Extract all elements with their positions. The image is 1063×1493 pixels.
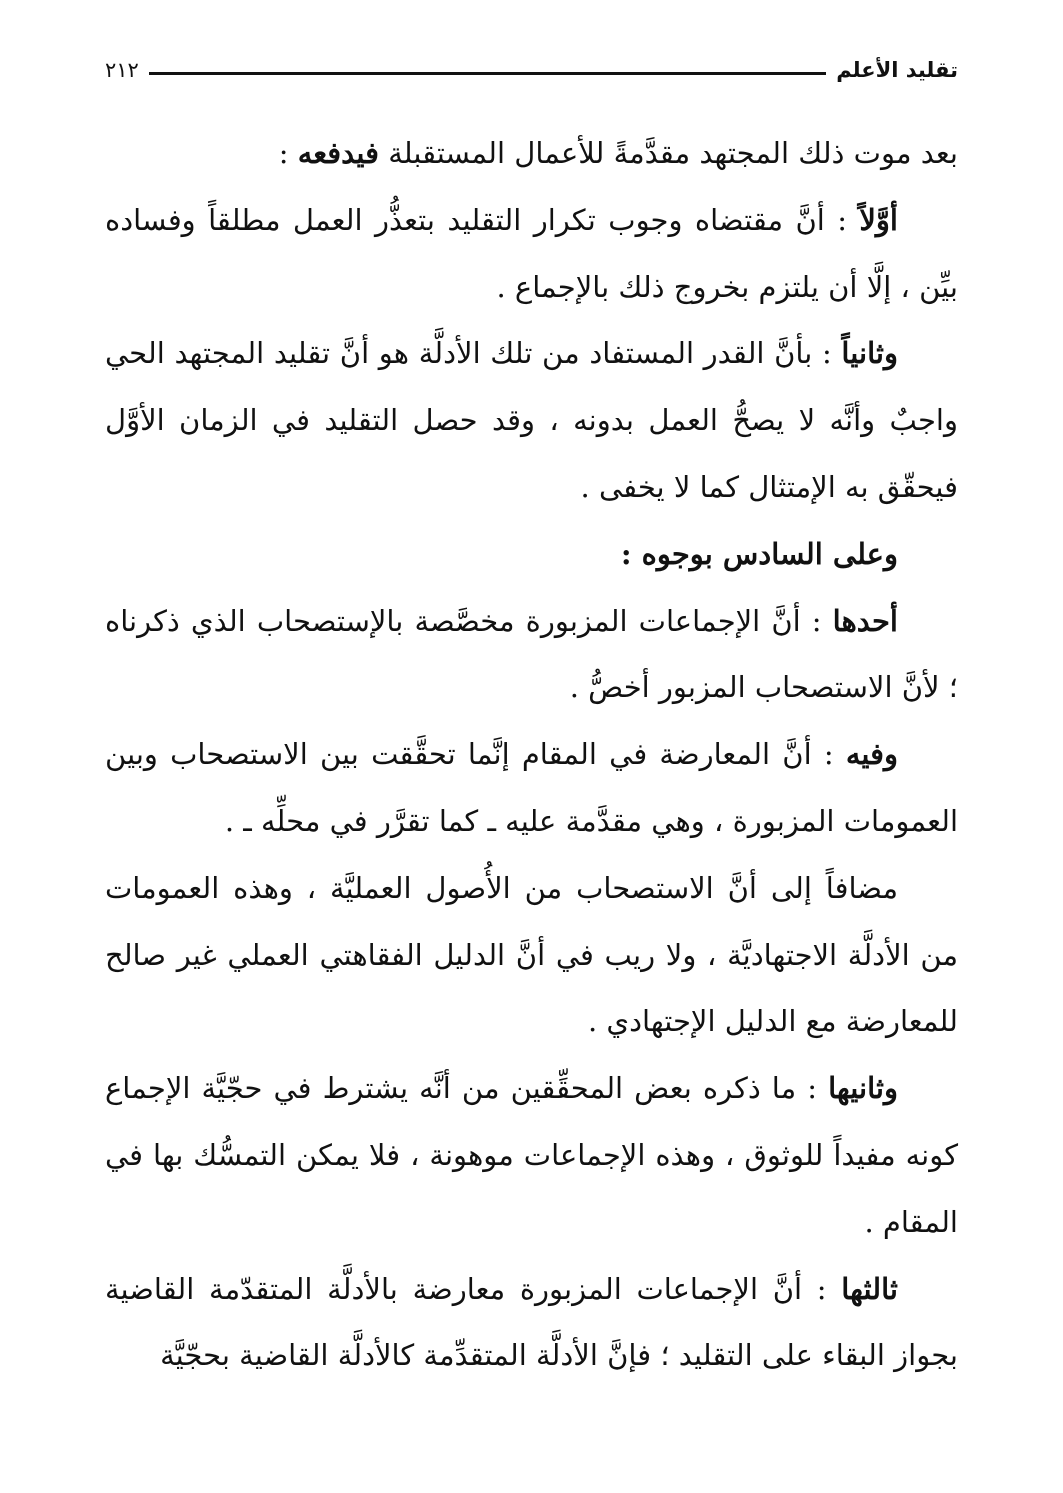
paragraph [105, 320, 958, 520]
paragraph-bold-word: فيدفعه [297, 136, 379, 170]
paragraph [105, 1055, 958, 1255]
paragraph-text: : بأنَّ القدر المستفاد من تلك الأدلَّة هو أنَّ تقليد المجتهد الحي واجبٌ وأنَّه لا يصحُّ العمل بدونه ، وقد حصل التقليد في الزمان الأوَّل فيحقّق به الإمتثال كما لا يخفى . [105, 336, 958, 504]
paragraph-lead: وثانياً [841, 336, 898, 371]
paragraph-text: مضافاً إلى أنَّ الاستصحاب من الأُصول العمليَّة ، وهذه العمومات من الأدلَّة الاجتهاديَّة ، ولا ريب في أنَّ الدليل الفقاهتي العملي غير صالح للمعارضة مع الدليل الإجتهادي . [105, 870, 958, 1039]
paragraph-lead: وفيه [845, 737, 898, 772]
paragraph-lead: أوَّلاً [859, 202, 898, 237]
paragraph-text: بعد موت ذلك المجتهد مقدَّمةً للأعمال المستقبلة [378, 136, 958, 170]
paragraph-text: : ما ذكره بعض المحقِّقين من أنَّه يشترط في حجّيَّة الإجماع كونه مفيداً للوثوق ، وهذه الإجماعات موهونة ، فلا يمكن التمسُّك بها في المقام . [105, 1071, 958, 1239]
paragraph-lead: أحدها [832, 603, 898, 638]
paragraph-lead: وثانيها [828, 1071, 898, 1106]
paragraph-text: : أنَّ الإجماعات المزبورة مخصَّصة بالإستصحاب الذي ذكرناه ؛ لأنَّ الاستصحاب المزبور أخصُّ . [105, 603, 958, 705]
paragraph-tail: : [278, 136, 298, 170]
section-heading [105, 521, 958, 588]
book-title: تقليد الأعلم [836, 58, 958, 82]
paragraph [105, 187, 958, 321]
paragraph-lead: وعلى السادس بوجوه : [620, 536, 898, 571]
paragraph [105, 855, 958, 1055]
page-number: ٢١٢ [105, 58, 139, 82]
running-header [105, 50, 958, 90]
paragraph-text: : أنَّ المعارضة في المقام إنَّما تحقَّقت بين الاستصحاب وبين العمومات المزبورة ، وهي مقدَّمة عليه ـ كما تقرَّر في محلِّه ـ . [105, 737, 958, 838]
body-text [105, 120, 958, 1389]
paragraph [105, 120, 958, 187]
paragraph [105, 721, 958, 855]
header-rule [149, 72, 826, 75]
paragraph [105, 588, 958, 722]
paragraph-lead: ثالثها [841, 1271, 898, 1306]
paragraph-text: : أنَّ مقتضاه وجوب تكرار التقليد بتعذُّر العمل مطلقاً وفساده بيِّن ، إلَّا أن يلتزم بخروج ذلك بالإجماع . [105, 202, 958, 304]
paragraph [105, 1256, 958, 1390]
paragraph-text: : أنَّ الإجماعات المزبورة معارضة بالأدلَّة المتقدّمة القاضية بجواز البقاء على التقليد ؛ فإنَّ الأدلَّة المتقدِّمة كالأدلَّة القاضية بحجّيَّة [105, 1271, 958, 1373]
